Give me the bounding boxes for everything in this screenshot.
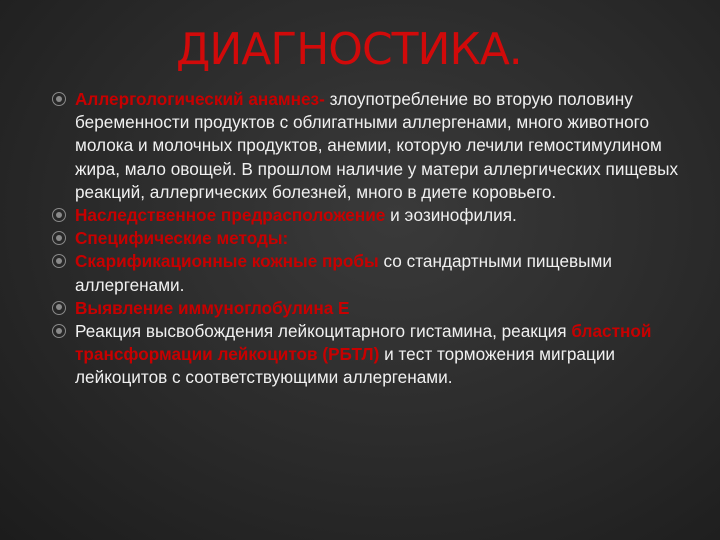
bullet-marker-icon (52, 254, 66, 268)
bullet-highlight: Специфические методы: (75, 228, 289, 249)
bullet-marker-icon (52, 92, 66, 106)
bullet-highlight: Аллергологический анамнез- (75, 89, 325, 109)
bullet-item-specific-methods (48, 227, 708, 250)
bullet-text: и тест торможения миграции лейкоцитов с соответствующими аллергенами. (75, 344, 616, 388)
bullet-highlight: Наследственное предрасположение (75, 205, 386, 226)
bullet-item-anamnesis (48, 88, 708, 204)
bullet-text: злоупотребление во вторую половину беременности продуктов с облигатными аллергенами, много животного молока и молочных продуктов, анемии, которую лечили гемостимулином жира, мало овощей. В прошлом наличие у матери аллергических пищевых реакций, аллергических болезней, много в диете коровьего. (75, 89, 679, 202)
bullet-marker-icon (52, 231, 66, 245)
bullet-marker-icon (52, 324, 66, 338)
bullet-marker-icon (52, 208, 66, 222)
bullet-highlight: Скарификационные кожные пробы (75, 251, 379, 272)
bullet-item-histamine-reaction (48, 320, 708, 390)
bullet-highlight: бластной трансформации лейкоцитов (РБТЛ) (75, 321, 652, 365)
slide-title: ДИАГНОСТИКА. (176, 24, 522, 75)
bullet-marker-icon (52, 301, 66, 315)
bullet-text: со стандартными пищевыми аллергенами. (75, 251, 612, 295)
bullet-item-heredity (48, 204, 708, 227)
bullet-text-before: Реакция высвобождения лейкоцитарного гистамина, реакция (75, 321, 572, 342)
bullet-highlight: Выявление иммуноглобулина Е (75, 297, 350, 318)
bullet-text: и эозинофилия. (385, 205, 517, 226)
bullet-item-skin-tests (48, 250, 708, 296)
bullet-list (48, 88, 708, 390)
bullet-item-ige (48, 297, 708, 320)
